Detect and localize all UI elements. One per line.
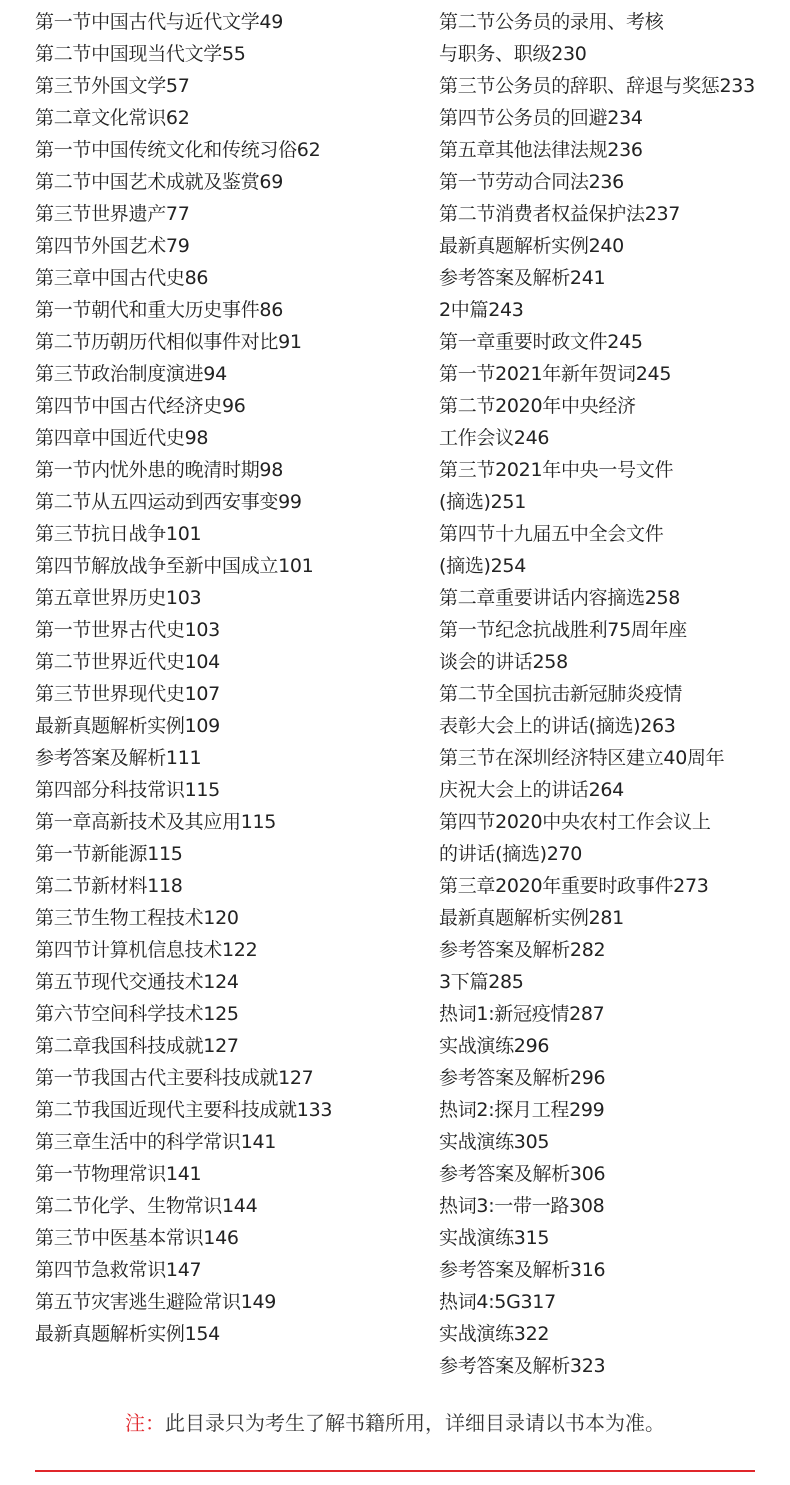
toc-entry: 第二节2020年中央经济 — [439, 395, 636, 417]
toc-entry: 第一节物理常识141 — [35, 1163, 202, 1185]
toc-entry: 第二节化学、生物常识144 — [35, 1195, 258, 1217]
toc-left-column — [35, 6, 405, 1350]
toc-entry: 表彰大会上的讲话(摘选)263 — [439, 715, 676, 737]
toc-entry: 第二节从五四运动到西安事变99 — [35, 491, 302, 513]
toc-entry: 第四节中国古代经济史96 — [35, 395, 246, 417]
toc-entry: 第四节2020中央农村工作会议上 — [439, 811, 711, 833]
toc-entry: 第一节世界古代史103 — [35, 619, 220, 641]
toc-entry: 第三节公务员的辞职、辞退与奖惩233 — [439, 75, 755, 97]
toc-entry: 第四节计算机信息技术122 — [35, 939, 258, 961]
toc-entry: 最新真题解析实例154 — [35, 1323, 220, 1345]
toc-entry: 第一章重要时政文件245 — [439, 331, 643, 353]
toc-entry: 第三节世界遗产77 — [35, 203, 190, 225]
toc-entry: 最新真题解析实例109 — [35, 715, 220, 737]
toc-entry: 参考答案及解析316 — [439, 1259, 606, 1281]
toc-entry: 第三节生物工程技术120 — [35, 907, 239, 929]
toc-entry: 第三节外国文学57 — [35, 75, 190, 97]
footnote-prefix: 注： — [125, 1411, 165, 1435]
toc-entry: 第二节中国现当代文学55 — [35, 43, 246, 65]
toc-entry: 参考答案及解析282 — [439, 939, 606, 961]
toc-entry: 热词3:一带一路308 — [439, 1195, 605, 1217]
toc-entry: 实战演练315 — [439, 1227, 550, 1249]
toc-entry: 第二章文化常识62 — [35, 107, 190, 129]
toc-entry: 第五章世界历史103 — [35, 587, 202, 609]
footnote-text: 此目录只为考生了解书籍所用，详细目录请以书本为准。 — [165, 1411, 665, 1435]
toc-entry: 第三章中国古代史86 — [35, 267, 209, 289]
toc-entry: 第一节新能源115 — [35, 843, 183, 865]
toc-entry: 庆祝大会上的讲话264 — [439, 779, 624, 801]
toc-entry: 最新真题解析实例240 — [439, 235, 624, 257]
toc-entry: 参考答案及解析306 — [439, 1163, 606, 1185]
toc-entry: 第三节政治制度演进94 — [35, 363, 227, 385]
toc-entry: 工作会议246 — [439, 427, 550, 449]
toc-entry: 第四节公务员的回避234 — [439, 107, 643, 129]
toc-entry: 第四节十九届五中全会文件 — [439, 523, 664, 545]
toc-entry: 第三章生活中的科学常识141 — [35, 1131, 277, 1153]
toc-entry: 第四节解放战争至新中国成立101 — [35, 555, 314, 577]
toc-entry: 第二节中国艺术成就及鉴赏69 — [35, 171, 283, 193]
toc-entry: 第二章我国科技成就127 — [35, 1035, 239, 1057]
toc-entry: 第一节中国古代与近代文学49 — [35, 11, 283, 33]
toc-entry: 第二章重要讲话内容摘选258 — [439, 587, 681, 609]
toc-entry: 实战演练296 — [439, 1035, 550, 1057]
toc-entry: 第四部分科技常识115 — [35, 779, 220, 801]
toc-entry: 第二节世界近代史104 — [35, 651, 220, 673]
toc-entry: 第三节2021年中央一号文件 — [439, 459, 674, 481]
toc-entry: 3下篇285 — [439, 971, 524, 993]
toc-entry: 第五节现代交通技术124 — [35, 971, 239, 993]
toc-entry: 第二节历朝历代相似事件对比91 — [35, 331, 302, 353]
toc-entry: 第二节消费者权益保护法237 — [439, 203, 681, 225]
toc-entry: 热词1:新冠疫情287 — [439, 1003, 605, 1025]
toc-entry: (摘选)254 — [439, 555, 526, 577]
footnote — [0, 1407, 790, 1439]
toc-entry: 第五节灾害逃生避险常识149 — [35, 1291, 277, 1313]
toc-entry: 第三节中医基本常识146 — [35, 1227, 239, 1249]
toc-entry: (摘选)251 — [439, 491, 526, 513]
toc-entry: 第一节2021年新年贺词245 — [439, 363, 672, 385]
toc-entry: 第二节公务员的录用、考核 — [439, 11, 664, 33]
toc-entry: 第三节抗日战争101 — [35, 523, 202, 545]
toc-entry: 第四节外国艺术79 — [35, 235, 190, 257]
toc-entry: 第四节急救常识147 — [35, 1259, 202, 1281]
toc-entry: 实战演练322 — [439, 1323, 550, 1345]
toc-entry: 参考答案及解析323 — [439, 1355, 606, 1377]
divider-line — [35, 1470, 755, 1472]
toc-entry: 2中篇243 — [439, 299, 524, 321]
toc-entry: 谈会的讲话258 — [439, 651, 568, 673]
toc-entry: 第一节内忧外患的晚清时期98 — [35, 459, 283, 481]
toc-entry: 第一节纪念抗战胜利75周年座 — [439, 619, 687, 641]
toc-entry: 第二节我国近现代主要科技成就133 — [35, 1099, 333, 1121]
toc-entry: 第一节我国古代主要科技成就127 — [35, 1067, 314, 1089]
toc-entry: 第二节新材料118 — [35, 875, 183, 897]
toc-entry: 参考答案及解析111 — [35, 747, 202, 769]
toc-entry: 第三章2020年重要时政事件273 — [439, 875, 709, 897]
toc-entry: 第六节空间科学技术125 — [35, 1003, 239, 1025]
toc-entry: 第一章高新技术及其应用115 — [35, 811, 277, 833]
toc-entry: 第三节在深圳经济特区建立40周年 — [439, 747, 725, 769]
toc-entry: 参考答案及解析241 — [439, 267, 606, 289]
toc-entry: 第四章中国近代史98 — [35, 427, 209, 449]
toc-entry: 第一节劳动合同法236 — [439, 171, 624, 193]
toc-entry: 热词4:5G317 — [439, 1291, 556, 1313]
toc-entry: 实战演练305 — [439, 1131, 550, 1153]
toc-entry: 参考答案及解析296 — [439, 1067, 606, 1089]
toc-right-column — [439, 0, 779, 1382]
toc-entry: 第一节朝代和重大历史事件86 — [35, 299, 283, 321]
toc-entry: 与职务、职级230 — [439, 43, 587, 65]
toc-entry: 第一节中国传统文化和传统习俗62 — [35, 139, 321, 161]
toc-entry: 第二节全国抗击新冠肺炎疫情 — [439, 683, 683, 705]
toc-entry: 第五章其他法律法规236 — [439, 139, 643, 161]
toc-entry: 热词2:探月工程299 — [439, 1099, 605, 1121]
toc-entry: 的讲话(摘选)270 — [439, 843, 583, 865]
toc-entry: 最新真题解析实例281 — [439, 907, 624, 929]
toc-entry: 第三节世界现代史107 — [35, 683, 220, 705]
